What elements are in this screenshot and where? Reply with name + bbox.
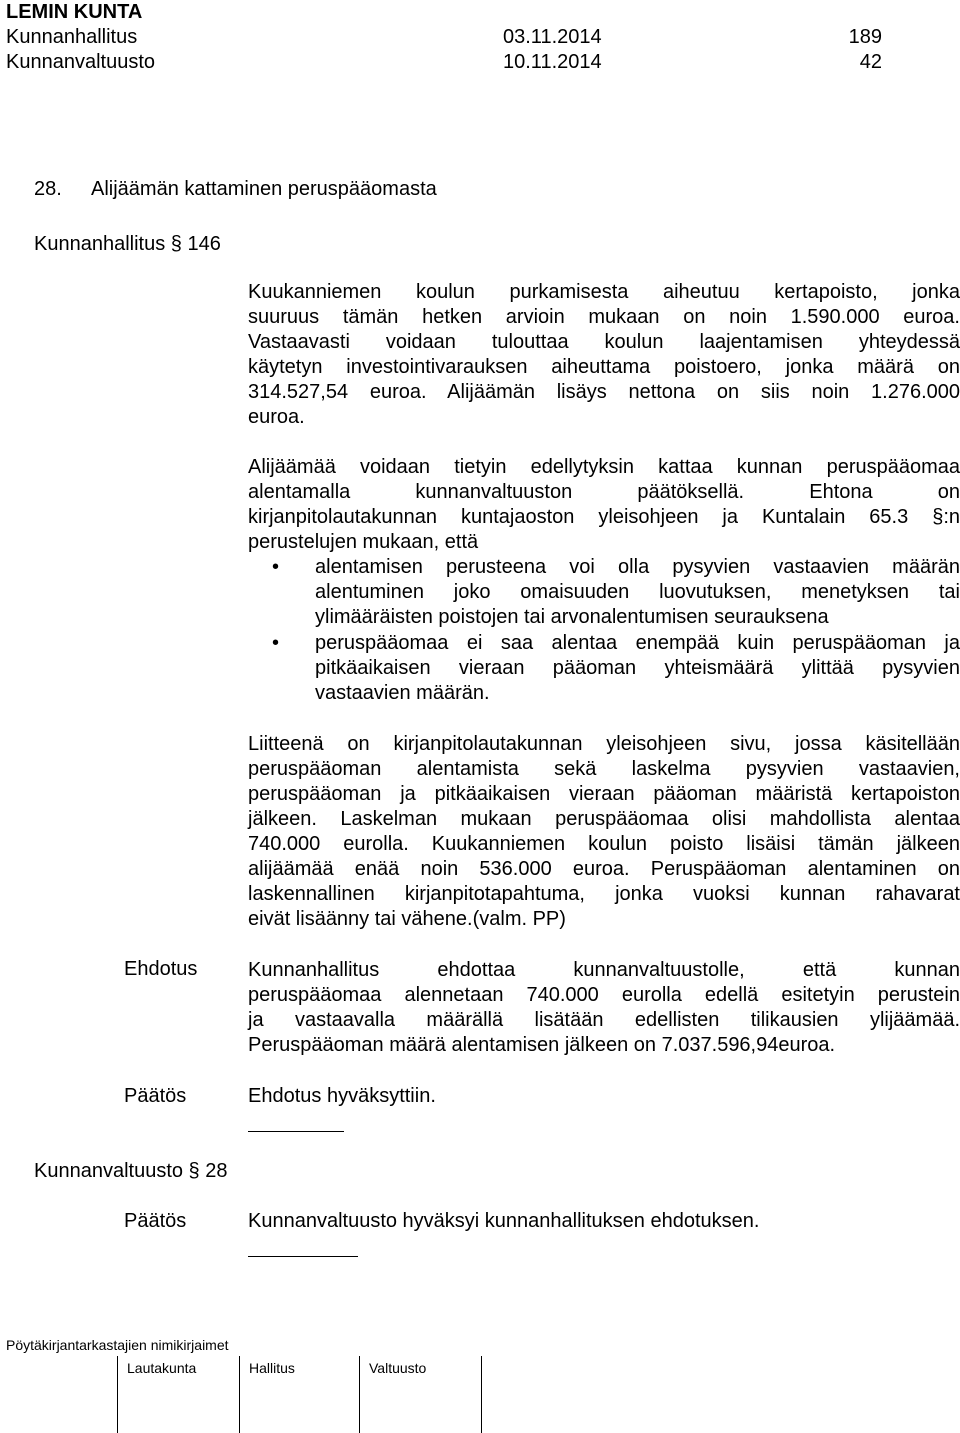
text-line: vastaavien määrän.: [315, 682, 490, 704]
text-line: peruspääoman alentamista sekä laskelma pysyvien vastaavien,: [248, 758, 960, 780]
text-line: peruspääomaa alennetaan 740.000 eurolla edellä esitetyin perustein: [248, 984, 960, 1006]
bullet-text: [315, 555, 960, 630]
text-line: käytetyn investointivarauksen aiheuttama poistoero, jonka määrä on: [248, 356, 960, 378]
decision-text: Ehdotus hyväksyttiin.: [248, 1085, 436, 1107]
separator-line: [248, 1131, 344, 1132]
text-line: jälkeen. Laskelman mukaan peruspääomaa olisi mahdollista alentaa: [248, 808, 960, 830]
footer-divider: [117, 1356, 118, 1433]
organization-name: LEMIN KUNTA: [6, 1, 143, 23]
header-meeting-date: 03.11.2014: [503, 26, 602, 48]
text-line: peruspääomaa ei saa alentaa enempää kuin peruspääoman ja: [315, 632, 960, 654]
bullet-marker: •: [272, 556, 280, 578]
footer-column-label: Hallitus: [249, 1360, 295, 1376]
footer-divider: [481, 1356, 482, 1433]
text-line: euroa.: [248, 406, 305, 428]
paragraph-write-off: [248, 280, 960, 430]
text-line: Alijäämää voidaan tietyin edellytyksin kattaa kunnan peruspääomaa: [248, 456, 960, 478]
bullet-marker: •: [272, 632, 280, 654]
footer-divider: [359, 1356, 360, 1433]
text-line: ylimääräisten poistojen tai arvonalentumisen seurauksena: [315, 606, 829, 628]
bullet-text: [315, 631, 960, 706]
text-line: alijäämää enää noin 536.000 euroa. Peruspääoman alentaminen on: [248, 858, 960, 880]
text-line: peruspääoman ja pitkäaikaisen vieraan pääoman määristä kertapoiston: [248, 783, 960, 805]
proposal-text: [248, 958, 960, 1058]
header-body-name: Kunnanvaltuusto: [6, 51, 156, 73]
text-line: 314.527,54 euroa. Alijäämän lisäys nettona on siis noin 1.276.000: [248, 381, 960, 403]
footer-column-label: Lautakunta: [127, 1360, 197, 1376]
text-line: alentamisen perusteena voi olla pysyvien vastaavien määrän: [315, 556, 960, 578]
decision-label: Päätös: [124, 1210, 187, 1232]
decision-text: Kunnanvaltuusto hyväksyi kunnanhallituksen ehdotuksen.: [248, 1210, 760, 1232]
kunnanhallitus-section-ref: Kunnanhallitus § 146: [34, 233, 221, 255]
text-line: suuruus tämän hetken arvioin mukaan on noin 1.590.000 euroa.: [248, 306, 960, 328]
text-line: Peruspääoman määrä alentamisen jälkeen on 7.037.596,94euroa.: [248, 1034, 836, 1056]
item-number: 28.: [34, 178, 62, 200]
footer-divider: [239, 1356, 240, 1433]
header-body-name: Kunnanhallitus: [6, 26, 138, 48]
paragraph-attachment: [248, 732, 960, 932]
kunnanvaltuusto-section-ref: Kunnanvaltuusto § 28: [34, 1160, 228, 1182]
text-line: Liitteenä on kirjanpitolautakunnan yleisohjeen sivu, jossa käsitellään: [248, 733, 960, 755]
proposal-label: Ehdotus: [124, 958, 198, 980]
header-page-number: 189: [848, 26, 882, 48]
decision-label: Päätös: [124, 1085, 187, 1107]
text-line: kirjanpitolautakunnan kuntajaoston yleisohjeen ja Kuntalain 65.3 §:n: [248, 506, 960, 528]
text-line: alentamalla kunnanvaltuuston päätöksellä. Ehtona on: [248, 481, 960, 503]
text-line: Kuukanniemen koulun purkamisesta aiheutuu kertapoisto, jonka: [248, 281, 960, 303]
text-line: 740.000 eurolla. Kuukanniemen koulun poisto lisäisi tämän jälkeen: [248, 833, 960, 855]
text-line: ja vastaavalla määrällä lisätään edellisten tilikausien ylijäämää.: [248, 1009, 960, 1031]
text-line: Vastaavasti voidaan tulouttaa koulun laajentamisen yhteydessä: [248, 331, 960, 353]
header-meeting-date: 10.11.2014: [503, 51, 602, 73]
text-line: pitkäaikaisen vieraan pääoman yhteismäärä ylittää pysyvien: [315, 657, 960, 679]
item-title: Alijäämän kattaminen peruspääomasta: [91, 178, 437, 200]
paragraph-conditions: [248, 455, 960, 555]
text-line: laskennallinen kirjanpitotapahtuma, jonka vuoksi kunnan rahavarat: [248, 883, 960, 905]
text-line: eivät lisäänny tai vähene.(valm. PP): [248, 908, 566, 930]
footer-title: Pöytäkirjantarkastajien nimikirjaimet: [6, 1337, 229, 1353]
separator-line: [248, 1256, 358, 1257]
text-line: Kunnanhallitus ehdottaa kunnanvaltuustolle, että kunnan: [248, 959, 960, 981]
text-line: perustelujen mukaan, että: [248, 531, 479, 553]
header-page-number: 42: [859, 51, 882, 73]
footer-column-label: Valtuusto: [369, 1360, 427, 1376]
text-line: alentuminen joko omaisuuden luovutuksen, menetyksen tai: [315, 581, 960, 603]
